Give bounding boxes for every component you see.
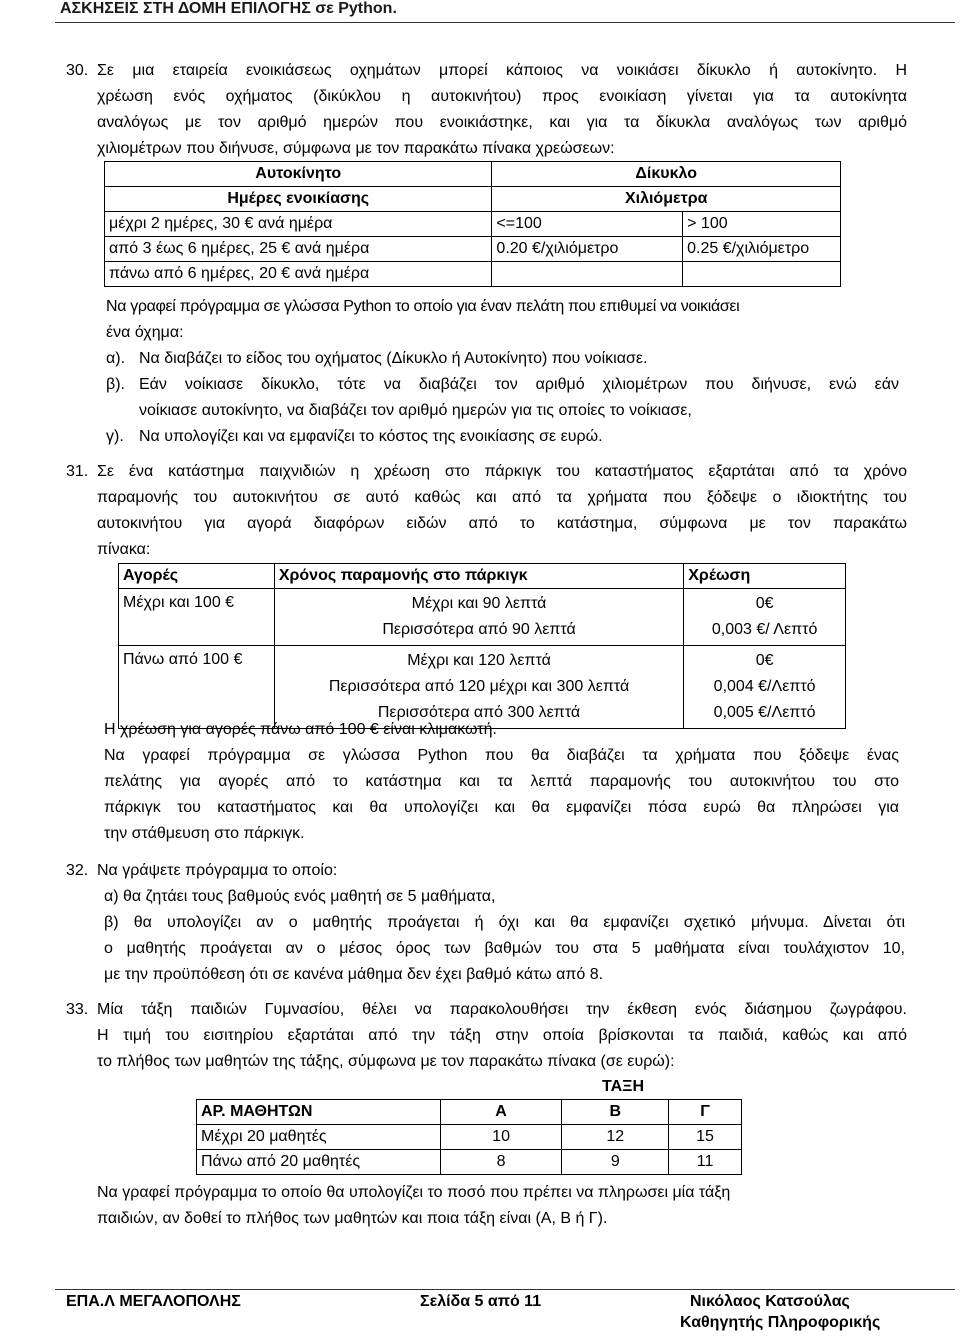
item-label: γ).: [106, 428, 124, 445]
table-row: [105, 237, 841, 262]
footer-divider: [55, 1289, 955, 1290]
table-row: [197, 1150, 742, 1175]
table-cell: [684, 589, 846, 646]
header-charge: Χρέωση: [684, 564, 846, 589]
time-range: Περισσότερα από 90 λεπτά: [382, 621, 576, 638]
table-row: [105, 262, 841, 287]
ticket-price-table: [196, 1099, 742, 1175]
question-text-line: αναλόγως με τον αριθμό ημερών που ενοικιάστηκε, και για τα δίκυκλα αναλόγως των αριθμό: [97, 114, 907, 131]
purchase-tier-label: Μέχρι και 100 €: [123, 594, 235, 611]
table-cell: [492, 262, 683, 287]
question-text-line: την στάθμευση στο πάρκιγκ.: [104, 825, 305, 842]
table-cell: 10: [440, 1125, 562, 1150]
question-text-line: χιλιομέτρων που διήνυσε, σύμφωνα με τον παρακάτω πίνακα χρεώσεων:: [97, 140, 615, 157]
charge-value: 0€: [755, 652, 774, 669]
time-range: Μέχρι και 120 λεπτά: [407, 652, 551, 669]
table-cell: 12: [562, 1125, 669, 1150]
table-cell: 11: [669, 1150, 742, 1175]
charge-value: 0,004 €/Λεπτό: [713, 678, 816, 695]
table-cell: [274, 646, 683, 729]
item-label: α).: [106, 350, 126, 367]
table-cell: [274, 589, 683, 646]
question-text-line: πάρκιγκ του καταστήματος και θα υπολογίζει και θα εμφανίζει πόσα ευρώ θα πληρώσει για: [104, 799, 899, 816]
table-cell: 9: [562, 1150, 669, 1175]
question-text-line: παιδιών, αν δοθεί το πλήθος των μαθητών και ποια τάξη είναι (Α, Β ή Γ).: [97, 1210, 608, 1227]
header-class-c: Γ: [669, 1100, 742, 1125]
time-range: Περισσότερα από 300 λεπτά: [377, 704, 581, 721]
charge-value: 0,005 €/Λεπτό: [713, 704, 816, 721]
table-cell: <=100: [492, 212, 683, 237]
question-text-line: πελάτης για αγορές από το κατάστημα και τα λεπτά παραμονής του αυτοκινήτου του στο: [104, 773, 899, 790]
header-student-count: ΑΡ. ΜΑΘΗΤΩΝ: [197, 1100, 441, 1125]
question-text-line: Σε ένα κατάστημα παιχνιδιών η χρέωση στο πάρκιγκ του καταστήματος εξαρτάται από τα χρόνο: [97, 463, 907, 480]
charge-value: 0€: [755, 595, 774, 612]
page-header-title: ΑΣΚΗΣΕΙΣ ΣΤΗ ΔΟΜΗ ΕΠΙΛΟΓΗΣ σε Python.: [60, 0, 397, 17]
header-kilometers: Χιλιόμετρα: [492, 187, 841, 212]
question-number: 31.: [66, 463, 89, 480]
header-car: Αυτοκίνητο: [105, 162, 492, 187]
purchase-tier-label: Πάνω από 100 €: [123, 651, 243, 668]
table-cell: πάνω από 6 ημέρες, 20 € ανά ημέρα: [105, 262, 492, 287]
question-text-line: Η χρέωση για αγορές πάνω από 100 € είναι κλιμακωτή.: [104, 721, 497, 738]
table-row: [119, 646, 846, 729]
class-group-header: ΤΑΞΗ: [602, 1078, 644, 1095]
question-text-line: Να γραφεί πρόγραμμα σε γλώσσα Python το οποίο για έναν πελάτη που επιθυμεί να νοικιάσει: [106, 298, 740, 315]
question-number: 32.: [66, 862, 89, 879]
header-divider: [55, 22, 955, 23]
header-parking-time: Χρόνος παραμονής στο πάρκιγκ: [274, 564, 683, 589]
question-text-line: Σε μια εταιρεία ενοικιάσεως οχημάτων μπορεί κάποιος να νοικιάσει δίκυκλο ή αυτοκίνητο. Η: [97, 62, 907, 79]
question-text-line: Να γραφεί πρόγραμμα το οποίο θα υπολογίζει το ποσό που πρέπει να πληρωσει μία τάξη: [97, 1184, 731, 1201]
question-number: 30.: [66, 62, 89, 79]
question-text-line: Να γράψετε πρόγραμμα το οποίο:: [97, 862, 338, 879]
table-cell: Μέχρι 20 μαθητές: [197, 1125, 441, 1150]
table-cell: 0.25 €/χιλιόμετρο: [683, 237, 841, 262]
item-text: ο μαθητής προάγεται αν ο μέσος όρος των βαθμών του στα 5 μαθήματα είναι τουλάχιστον 10,: [104, 940, 905, 957]
question-text-line: Η τιμή του εισιτηρίου εξαρτάται από την τάξη στην οποία βρίσκονται τα παιδιά, καθώς και από: [97, 1027, 907, 1044]
item-text: με την προϋπόθεση ότι σε κανένα μάθημα δεν έχει βαθμό κάτω από 8.: [104, 966, 604, 983]
header-class-a: Α: [440, 1100, 562, 1125]
question-text-line: το πλήθος των μαθητών της τάξης, σύμφωνα με τον παρακάτω πίνακα (σε ευρώ):: [97, 1053, 675, 1070]
table-row: [197, 1125, 742, 1150]
item-text: νοίκιασε αυτοκίνητο, να διαβάζει τον αριθμό ημερών για τις οποίες το νοίκιασε,: [139, 402, 692, 419]
parking-charges-table: [118, 563, 846, 729]
question-text-line: Να γραφεί πρόγραμμα σε γλώσσα Python που θα διαβάζει τα χρήματα που ξόδεψε ένας: [104, 747, 899, 764]
question-text-line: πίνακα:: [97, 541, 151, 558]
header-motorbike: Δίκυκλο: [492, 162, 841, 187]
footer-author: Νικόλαος Κατσούλας: [690, 1293, 850, 1310]
table-cell: [119, 589, 275, 646]
question-text-line: ένα όχημα:: [106, 324, 184, 341]
question-number: 33.: [66, 1001, 89, 1018]
footer-author-role: Καθηγητής Πληροφορικής: [680, 1314, 881, 1331]
item-text: α) θα ζητάει τους βαθμούς ενός μαθητή σε 5 μαθήματα,: [104, 888, 496, 905]
table-cell: [683, 262, 841, 287]
item-text: Να υπολογίζει και να εμφανίζει το κόστος της ενοικίασης σε ευρώ.: [139, 428, 603, 445]
time-range: Μέχρι και 90 λεπτά: [411, 595, 547, 612]
item-text: β) θα υπολογίζει αν ο μαθητής προάγεται ή όχι και θα εμφανίζει σχετικό μήνυμα. Δίνεται ότι: [104, 914, 905, 931]
charge-value: 0,003 €/ Λεπτό: [711, 621, 818, 638]
item-label: β).: [106, 376, 125, 393]
table-cell: μέχρι 2 ημέρες, 30 € ανά ημέρα: [105, 212, 492, 237]
footer-page-number: Σελίδα 5 από 11: [420, 1293, 542, 1310]
header-rental-days: Ημέρες ενοικίασης: [105, 187, 492, 212]
item-text: Εάν νοίκιασε δίκυκλο, τότε να διαβάζει τον αριθμό χιλιομέτρων που διήνυσε, ενώ εάν: [139, 376, 899, 393]
header-purchases: Αγορές: [119, 564, 275, 589]
footer-school: ΕΠΑ.Λ ΜΕΓΑΛΟΠΟΛΗΣ: [66, 1293, 241, 1310]
question-text-line: χρέωση ενός οχήματος (δικύκλου η αυτοκινήτου) προς ενοικίαση γίνεται για τα αυτοκίνητα: [97, 88, 907, 105]
table-cell: Πάνω από 20 μαθητές: [197, 1150, 441, 1175]
table-cell: [119, 646, 275, 729]
table-cell: 0.20 €/χιλιόμετρο: [492, 237, 683, 262]
table-row: [119, 589, 846, 646]
rental-charges-table: [104, 161, 841, 287]
table-cell: > 100: [683, 212, 841, 237]
question-text-line: αυτοκινήτου για αγορά διαφόρων ειδών από το κατάστημα, σύμφωνα με τον παρακάτω: [97, 515, 907, 532]
question-text-line: παραμονής του αυτοκινήτου σε αυτό καθώς και από τα χρήματα που ξόδεψε ο ιδιοκτήτης του: [97, 489, 907, 506]
item-text: Να διαβάζει το είδος του οχήματος (Δίκυκλο ή Αυτοκίνητο) που νοίκιασε.: [139, 350, 648, 367]
header-class-b: Β: [562, 1100, 669, 1125]
question-text-line: Μία τάξη παιδιών Γυμνασίου, θέλει να παρακολουθήσει την έκθεση ενός διάσημου ζωγράφου.: [97, 1001, 907, 1018]
table-cell: 8: [440, 1150, 562, 1175]
table-cell: [684, 646, 846, 729]
table-row: [105, 212, 841, 237]
time-range: Περισσότερα από 120 μέχρι και 300 λεπτά: [328, 678, 630, 695]
table-cell: από 3 έως 6 ημέρες, 25 € ανά ημέρα: [105, 237, 492, 262]
table-cell: 15: [669, 1125, 742, 1150]
